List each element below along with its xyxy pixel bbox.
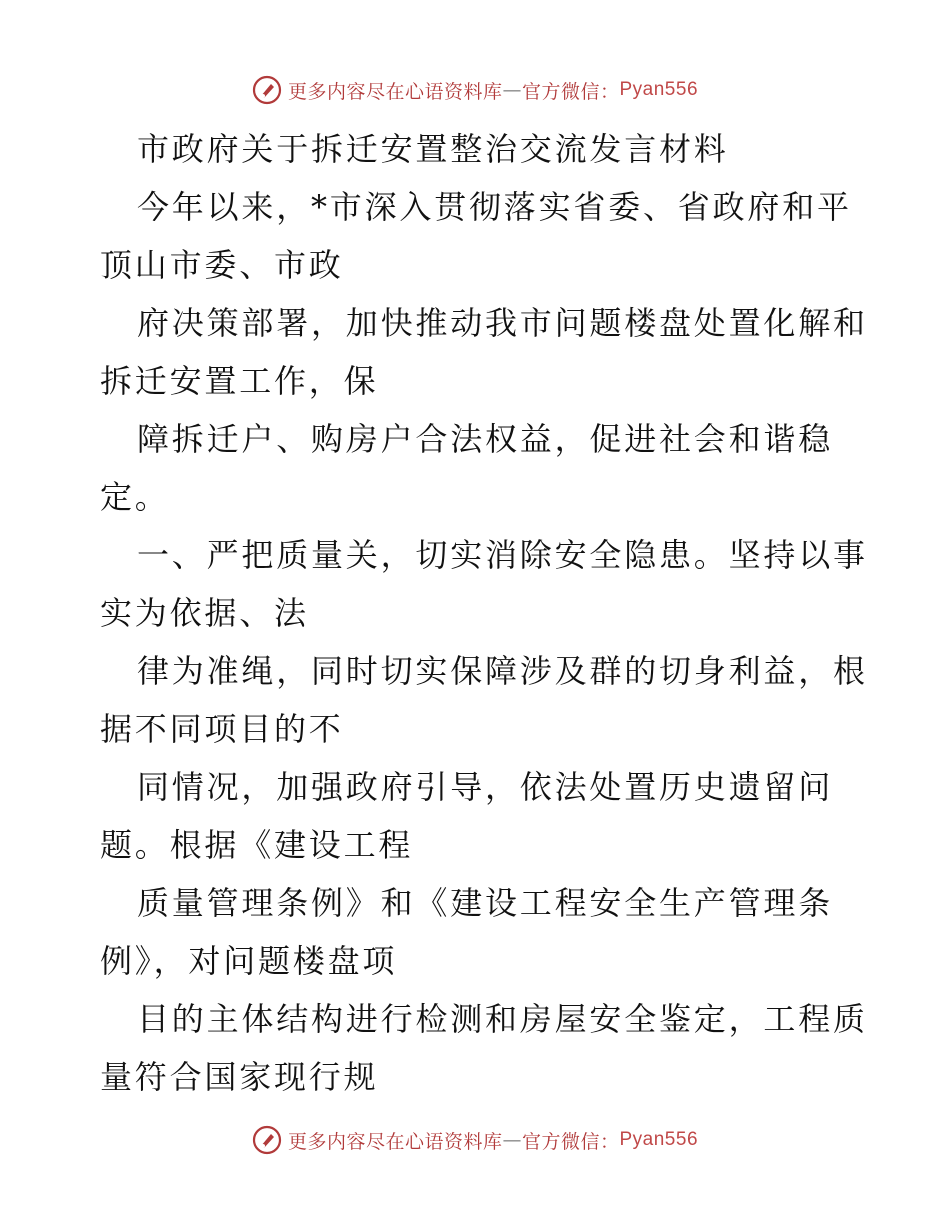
watermark-separator: —: [502, 79, 522, 101]
paragraph-line: 定。: [100, 478, 170, 516]
paragraph-line: 质量管理条例》和《建设工程安全生产管理条: [137, 884, 834, 922]
document-title: 市政府关于拆迁安置整治交流发言材料: [137, 130, 729, 168]
paragraph-line: 同情况，加强政府引导，依法处置历史遗留问: [137, 768, 834, 806]
pen-nib-circle-icon: [252, 1125, 282, 1155]
paragraph-line: 障拆迁户、购房户合法权益，促进社会和谐稳: [137, 420, 834, 458]
watermark-official-label: 官方微信：: [521, 80, 620, 103]
paragraph-line: 例》，对问题楼盘项: [100, 942, 398, 980]
paragraph-line: 据不同项目的不: [100, 710, 344, 748]
section-heading-line: 一、严把质量关，切实消除安全隐患。坚持以事: [137, 536, 868, 574]
paragraph-line: 律为准绳，同时切实保障涉及群的切身利益，根: [137, 652, 868, 690]
paragraph-line: 府决策部署，加快推动我市问题楼盘处置化解和: [137, 304, 868, 342]
paragraph-line: 拆迁安置工作，保: [100, 362, 379, 400]
watermark-separator: —: [502, 1129, 522, 1151]
pen-nib-circle-icon: [252, 75, 282, 105]
watermark-official-label: 官方微信：: [521, 1130, 620, 1153]
paragraph-line: 量符合国家现行规: [100, 1058, 379, 1096]
paragraph-line: 今年以来，*市深入贯彻落实省委、省政府和平: [137, 188, 852, 226]
footer-watermark: [0, 1120, 950, 1160]
paragraph-line: 顶山市委、市政: [100, 246, 344, 284]
watermark-site-text: 更多内容尽在心语资料库: [287, 80, 503, 103]
header-watermark: [0, 70, 950, 110]
paragraph-line: 目的主体结构进行检测和房屋安全鉴定，工程质: [137, 1000, 868, 1038]
paragraph-line: 实为依据、法: [100, 594, 309, 632]
watermark-handle: Pyan556: [619, 79, 699, 100]
paragraph-line: 题。根据《建设工程: [100, 826, 414, 864]
watermark-site-text: 更多内容尽在心语资料库: [287, 1130, 503, 1153]
watermark-handle: Pyan556: [619, 1129, 699, 1150]
